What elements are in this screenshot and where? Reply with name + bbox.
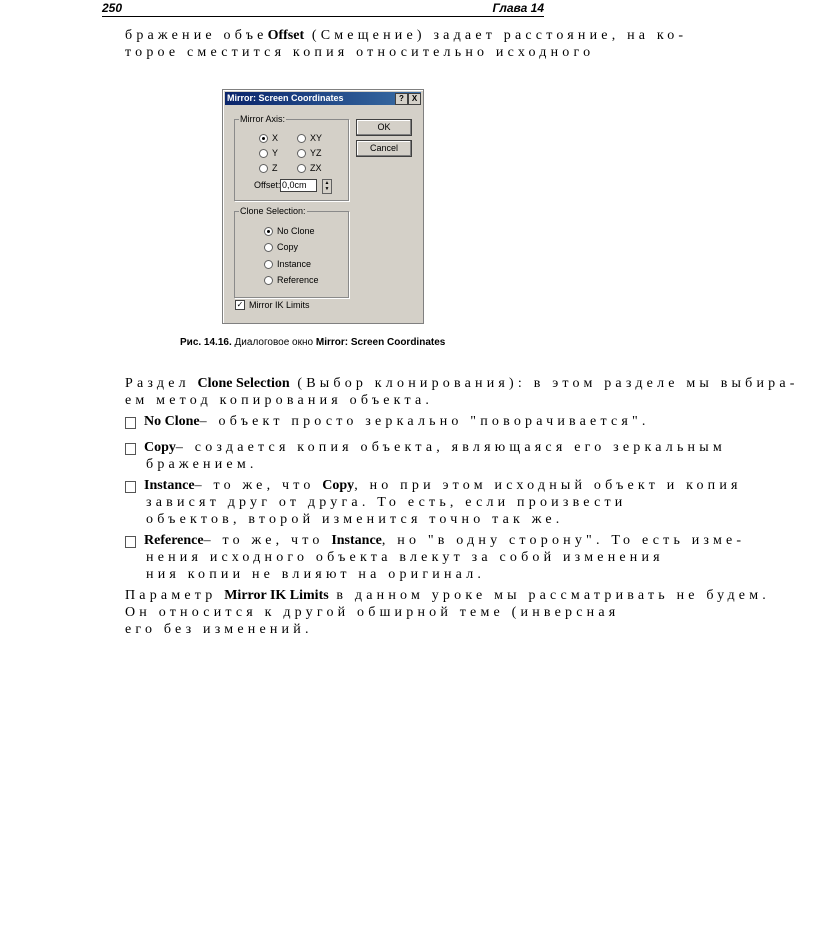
ok-button[interactable]: OK (356, 119, 412, 136)
para3-line2: Он относится к другой обширной теме (инверсная (125, 605, 620, 620)
para1-line2: торое сместится копия относительно исходного (125, 45, 595, 60)
close-button[interactable]: X (408, 93, 421, 105)
bullet-box (125, 443, 136, 455)
help-button[interactable]: ? (395, 93, 408, 105)
cancel-button[interactable]: Cancel (356, 140, 412, 157)
page-number: 250 (102, 1, 123, 15)
dialog-titlebar: Mirror: Screen Coordinates (225, 92, 421, 105)
bullet-reference-line3: ния копии не влияют на оригинал. (146, 567, 486, 582)
offset-spinner[interactable]: ▲ ▼ (322, 179, 332, 194)
bullet-instance: Instance– то же, что Copy, но при этом исходный объект и копия (144, 478, 742, 493)
bullet-copy: Copy– создается копия объекта, являющаяся его зеркальным (144, 440, 726, 455)
bullet-instance-line3: объектов, второй изменится точно так же. (146, 512, 564, 527)
chapter-title: Глава 14 (492, 1, 544, 15)
offset-input[interactable]: 0,0cm (280, 179, 317, 192)
radio-axis-y[interactable]: Y (259, 148, 278, 158)
bullet-copy-line2: бражением. (146, 457, 258, 472)
para2-line1: Раздел Clone Selection (Выбор клонирования): в этом разделе мы выбира- (125, 376, 799, 391)
radio-instance[interactable]: Instance (264, 259, 311, 269)
radio-axis-yz[interactable]: YZ (297, 148, 322, 158)
para1-line1: бражение объеOffset (Смещение) задает расстояние, на ко- (125, 28, 688, 43)
bullet-box (125, 536, 136, 548)
radio-no-clone[interactable]: No Clone (264, 226, 315, 236)
para3-line1: Параметр Mirror IK Limits в данном уроке мы рассматривать не будем. (125, 588, 770, 603)
mirror-ik-checkbox[interactable]: ✓ Mirror IK Limits (236, 300, 310, 310)
radio-axis-z[interactable]: Z (259, 163, 278, 173)
mirror-dialog (222, 89, 424, 324)
para2-line2: ем метод копирования объекта. (125, 393, 434, 408)
radio-axis-x[interactable]: X (259, 133, 278, 143)
mirror-axis-group: Mirror Axis: X Y Z XY YZ ZX (234, 119, 349, 201)
figure-caption: Рис. 14.16. Диалоговое окно Mirror: Screen Coordinates (180, 337, 446, 348)
para3-line3: его без изменений. (125, 622, 313, 637)
page-header (102, 2, 544, 17)
bullet-box (125, 417, 136, 429)
bullet-reference: Reference– то же, что Instance, но "в одну сторону". То есть изме- (144, 533, 746, 548)
bullet-no-clone: No Clone– объект просто зеркально "поворачивается". (144, 414, 650, 429)
bullet-instance-line2: зависят друг от друга. То есть, если произвести (146, 495, 627, 510)
clone-selection-group: Clone Selection: No Clone Copy Instance Reference (234, 211, 349, 298)
radio-copy[interactable]: Copy (264, 242, 298, 252)
radio-axis-xy[interactable]: XY (297, 133, 322, 143)
radio-axis-zx[interactable]: ZX (297, 163, 322, 173)
radio-reference[interactable]: Reference (264, 275, 319, 285)
bullet-reference-line2: нения исходного объекта влекут за собой изменения (146, 550, 664, 565)
offset-label: Offset: (254, 180, 281, 190)
bullet-box (125, 481, 136, 493)
